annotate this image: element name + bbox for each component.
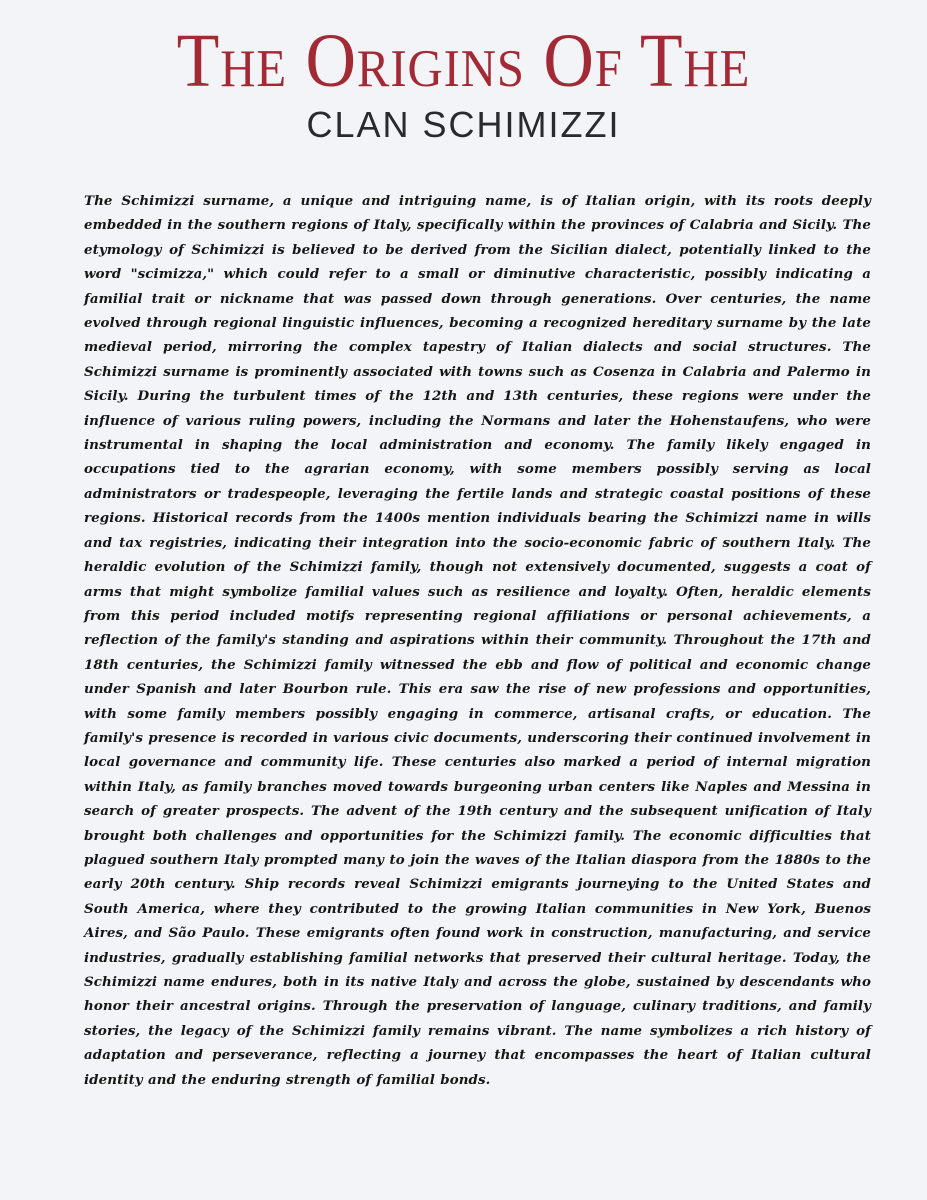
body-paragraph: The Schimizzi surname, a unique and intriguing name, is of Italian origin, with its roots deeply embedded in the southern regions of Italy, specifically within the provinces of Calabria and Sicily. The etymology of Schimizzi is believed to be derived from the Sicilian dialect, potentially linked to the word "scimizza," which could refer to a small or diminutive characteristic, possibly indicating a familial trait or nickname that was passed down through generations. Over centuries, the name evolved through regional linguistic influences, becoming a recognized hereditary surname by the late medieval period, mirroring the complex tapestry of Italian dialects and social structures. The Schimizzi surname is prominently associated with towns such as Cosenza in Calabria and Palermo in Sicily. During the turbulent times of the 12th and 13th centuries, these regions were under the influence of various ruling powers, including the Normans and later the Hohenstaufens, who were instrumental in shaping the local administration and economy. The family likely engaged in occupations tied to the agrarian economy, with some members possibly serving as local administrators or tradespeople, leveraging the fertile lands and strategic coastal positions of these regions. Historical records from the 1400s mention individuals bearing the Schimizzi name in wills and tax registries, indicating their integration into the socio-economic fabric of southern Italy. The heraldic evolution of the Schimizzi family, though not extensively documented, suggests a coat of arms that might symbolize familial values such as resilience and loyalty. Often, heraldic elements from this period included motifs representing regional affiliations or personal achievements, a reflection of the family's standing and aspirations within their community. Throughout the 17th and 18th centuries, the Schimizzi family witnessed the ebb and flow of political and economic change under Spanish and later Bourbon rule. This era saw the rise of new professions and opportunities, with some family members possibly engaging in commerce, artisanal crafts, or education. The family's presence is recorded in various civic documents, underscoring their continued involvement in local governance and community life. These centuries also marked a period of internal migration within Italy, as family branches moved towards burgeoning urban centers like Naples and Messina in search of greater prospects. The advent of the 19th century and the subsequent unification of Italy brought both challenges and opportunities for the Schimizzi family. The economic difficulties that plagued southern Italy prompted many to join the waves of the Italian diaspora from the 1880s to the early 20th century. Ship records reveal Schimizzi emigrants journeying to the United States and South America, where they contributed to the growing Italian communities in New York, Buenos Aires, and São Paulo. These emigrants often found work in construction, manufacturing, and service industries, gradually establishing familial networks that preserved their cultural heritage. Today, the Schimizzi name endures, both in its native Italy and across the globe, sustained by descendants who honor their ancestral origins. Through the preservation of language, culinary traditions, and family stories, the legacy of the Schimizzi family remains vibrant. The name symbolizes a rich history of adaptation and perseverance, reflecting a journey that encompasses the heart of Italian cultural identity and the enduring strength of familial bonds. bbox=[84, 193, 871, 1088]
title-main: The Origins Of The bbox=[176, 19, 751, 103]
title-subtitle: CLAN SCHIMIZZI bbox=[306, 104, 621, 145]
